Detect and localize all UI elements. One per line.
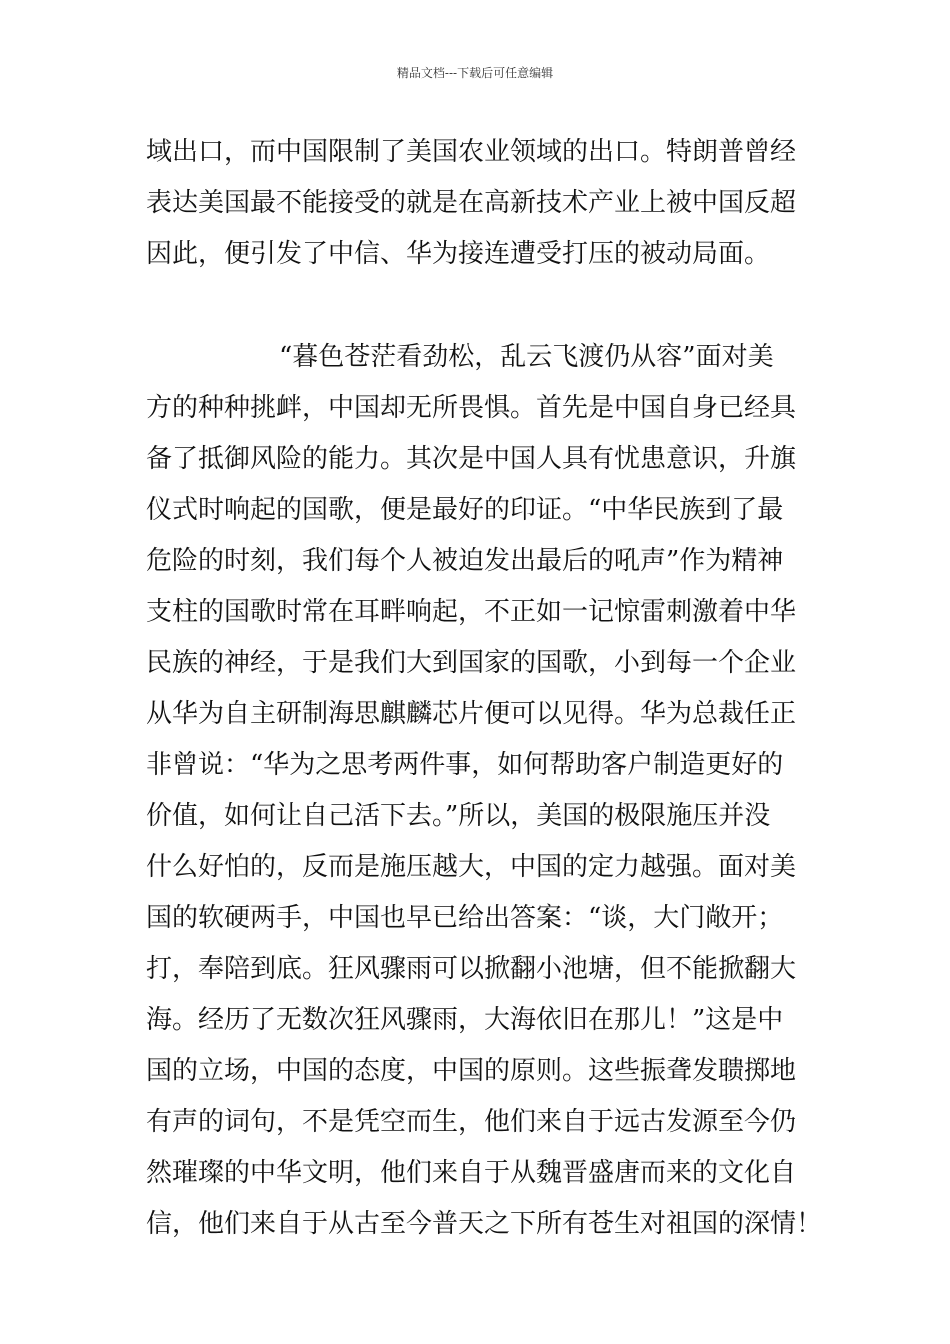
text-line: 危险的时刻，我们每个人被迫发出最后的吼声”作为精神 bbox=[146, 546, 784, 576]
page-header: 精品文档---下载后可任意编辑 bbox=[396, 66, 554, 80]
text-line: 然璀璨的中华文明，他们来自于从魏晋盛唐而来的文化自 bbox=[146, 1158, 797, 1188]
text-line: 从华为自主研制海思麒麟芯片便可以见得。华为总裁任正 bbox=[146, 699, 797, 729]
text-line: 非曾说：“华为之思考两件事，如何帮助客户制造更好的 bbox=[146, 750, 784, 780]
text-line: 什么好怕的，反而是施压越大，中国的定力越强。面对美 bbox=[146, 852, 797, 882]
text-line: “暮色苍茫看劲松，乱云飞渡仍从容”面对美 bbox=[279, 342, 774, 372]
text-line: 支柱的国歌时常在耳畔响起，不正如一记惊雷刺激着中华 bbox=[146, 597, 797, 627]
text-line: 打，奉陪到底。狂风骤雨可以掀翻小池塘，但不能掀翻大 bbox=[146, 954, 797, 984]
text-line: 有声的词句，不是凭空而生，他们来自于远古发源至今仍 bbox=[146, 1107, 797, 1137]
text-line: 价值，如何让自己活下去。”所以，美国的极限施压并没 bbox=[146, 801, 771, 831]
text-line: 方的种种挑衅，中国却无所畏惧。首先是中国自身已经具 bbox=[146, 393, 797, 423]
text-line: 因此，便引发了中信、华为接连遭受打压的被动局面。 bbox=[146, 239, 771, 269]
text-line: 国的软硬两手，中国也早已给出答案：“谈，大门敞开； bbox=[146, 903, 784, 933]
text-line: 仪式时响起的国歌，便是最好的印证。“中华民族到了最 bbox=[146, 495, 784, 525]
text-line: 民族的神经，于是我们大到国家的国歌，小到每一个企业 bbox=[146, 648, 797, 678]
text-line: 信，他们来自于从古至今普天之下所有苍生对祖国的深情！ bbox=[146, 1209, 823, 1239]
text-line: 国的立场，中国的态度，中国的原则。这些振聋发聩掷地 bbox=[146, 1056, 797, 1086]
text-line: 域出口，而中国限制了美国农业领域的出口。特朗普曾经 bbox=[146, 137, 797, 167]
text-line: 表达美国最不能接受的就是在高新技术产业上被中国反超 bbox=[146, 188, 797, 218]
text-line: 海。经历了无数次狂风骤雨，大海依旧在那儿！”这是中 bbox=[146, 1005, 784, 1035]
text-line: 备了抵御风险的能力。其次是中国人具有忧患意识，升旗 bbox=[146, 444, 797, 474]
